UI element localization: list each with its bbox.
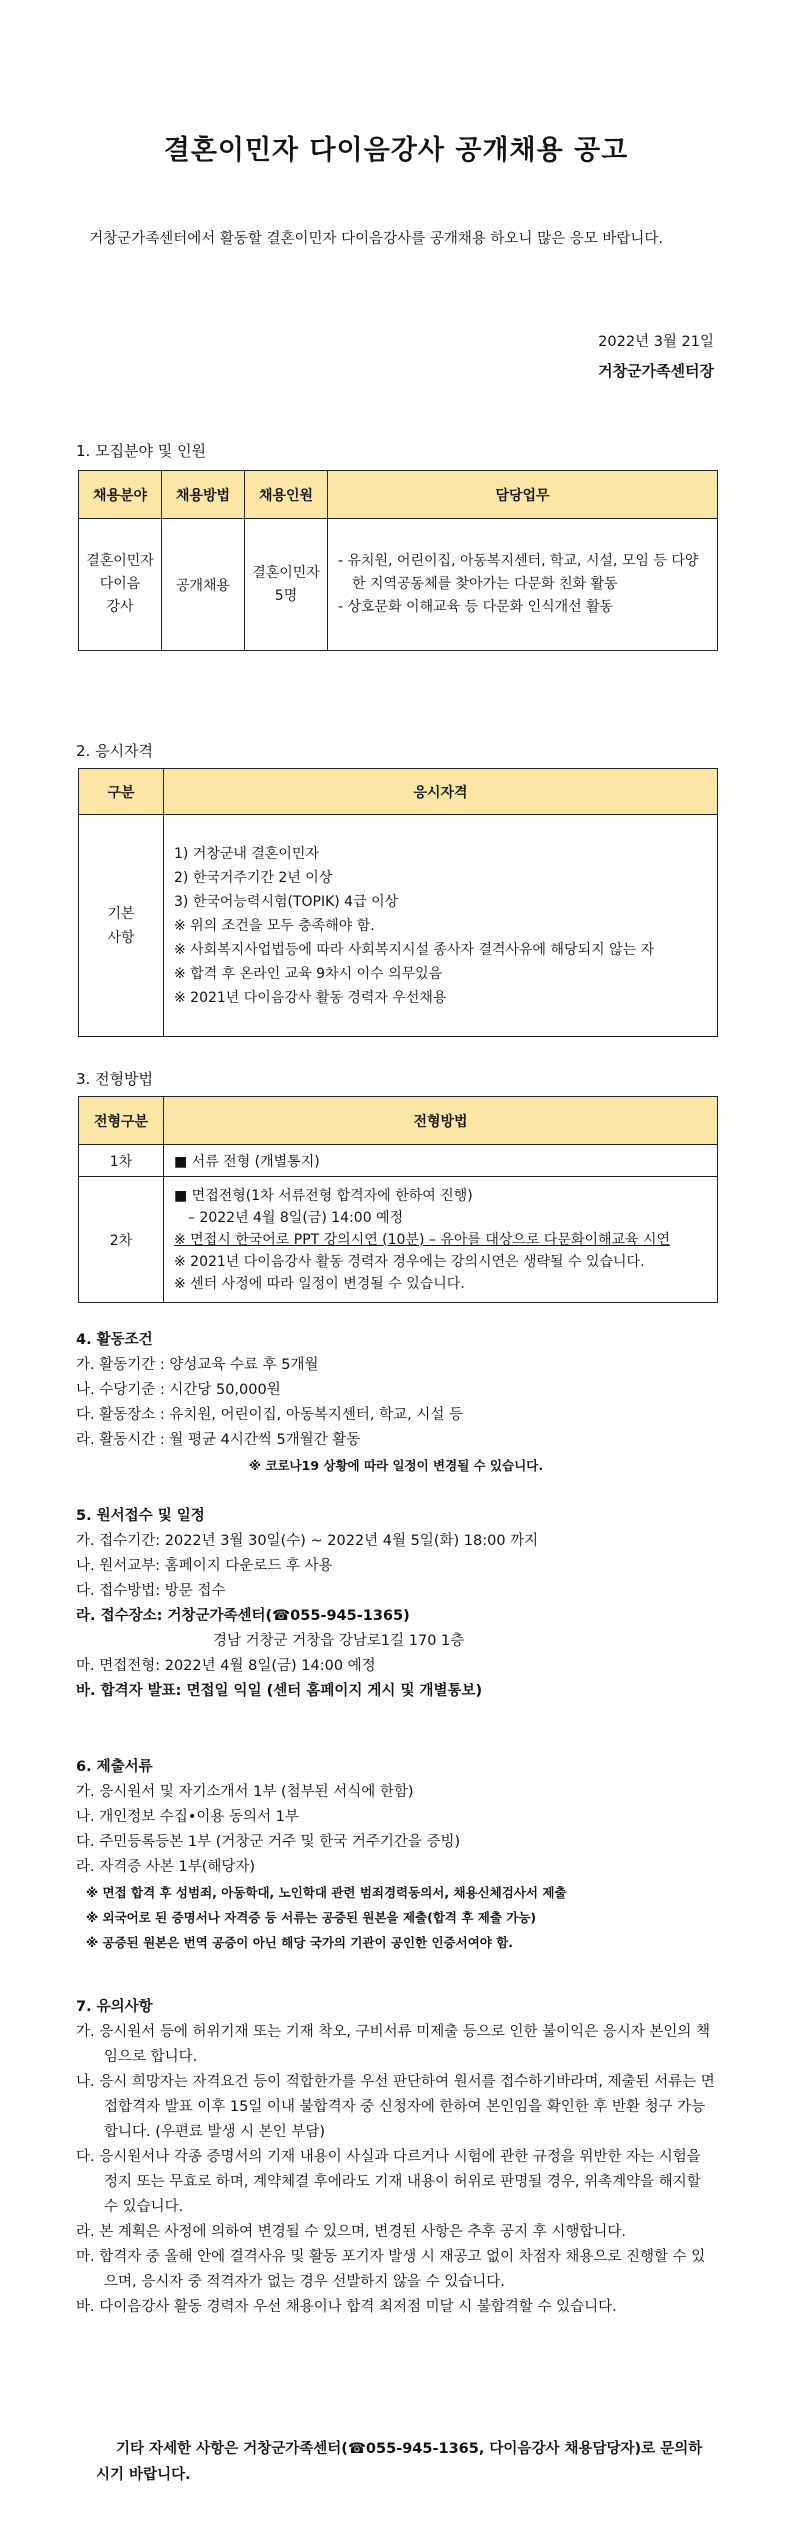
application-place: 라. 접수장소: 거창군가족센터(☎055-945-1365) — [76, 1608, 410, 1624]
selection-table — [78, 1096, 718, 1303]
closing-text: 기타 자세한 사항은 거창군가족센터(☎055-945-1365, 다이음강사 채용담당자)로 문의하시기 바랍니다. — [96, 2441, 703, 2483]
section-7 — [76, 1995, 716, 2320]
section-3-heading: 3. 전형방법 — [76, 1070, 154, 1088]
section-2-heading: 2. 응시자격 — [76, 742, 154, 760]
duties-cell: - 유치원, 어린이집, 아동복지센터, 학교, 시설, 모임 등 다양한 지역공동체를 찾아가는 다문화 친화 활동 - 상호문화 이해교육 등 다문화 인식개선 활동 — [328, 519, 718, 651]
page-title: 결혼이민자 다이음강사 공개채용 공고 — [163, 135, 629, 166]
header-category: 구분 — [79, 769, 164, 815]
section-6 — [76, 1755, 716, 1955]
schedule-item: 나. 원서교부: 홈페이지 다운로드 후 사용 — [76, 1558, 333, 1574]
condition-item: 라. 활동시간 : 월 평균 4시간씩 5개월간 활동 — [76, 1432, 361, 1448]
schedule-item: 가. 접수기간: 2022년 3월 30일(수) ~ 2022년 4월 5일(화) 18:00 까지 — [76, 1533, 539, 1549]
interview-schedule: 마. 면접전형: 2022년 4월 8일(금) 14:00 예정 — [76, 1658, 376, 1674]
stage-1-label: 1차 — [79, 1145, 164, 1177]
intro-text: 거창군가족센터에서 활동할 결혼이민자 다이음강사를 공개채용 하오니 많은 응모 바랍니다. — [89, 231, 663, 247]
header-duties: 담당업무 — [328, 471, 718, 519]
section-1-heading: 1. 모집분야 및 인원 — [76, 442, 207, 460]
document-item: 나. 개인정보 수집•이용 동의서 1부 — [76, 1809, 299, 1825]
header-qualification: 응시자격 — [164, 769, 718, 815]
notice-item: 바. 다이음강사 활동 경력자 우선 채용이나 합격 최저점 미달 시 불합격할 수 있습니다. — [76, 2299, 617, 2315]
document-item: 가. 응시원서 및 자기소개서 1부 (첨부된 서식에 한함) — [76, 1784, 414, 1800]
method-cell: 공개채용 — [162, 519, 245, 651]
document-item: 다. 주민등록등본 1부 (거창군 거주 및 한국 거주기간을 증빙) — [76, 1834, 461, 1850]
basic-label-cell: 기본 사항 — [79, 815, 164, 1037]
qualification-table — [78, 768, 718, 1037]
stage-1-text: ■ 서류 전형 (개별통지) — [164, 1145, 718, 1177]
condition-item: 가. 활동기간 : 양성교육 수료 후 5개월 — [76, 1357, 319, 1373]
document-item: 라. 자격증 사본 1부(해당자) — [76, 1859, 256, 1875]
section-5-heading: 5. 원서접수 및 일정 — [76, 1508, 205, 1524]
notice-item: 마. 합격자 중 올해 안에 결격사유 및 활동 포기자 발생 시 재공고 없이 차점자 채용으로 진행할 수 있으며, 응시자 중 적격자가 없는 경우 선발하지 않을 수 있습니다. — [76, 2249, 706, 2290]
header-selection: 전형방법 — [164, 1097, 718, 1145]
header-stage: 전형구분 — [79, 1097, 164, 1145]
header-method: 채용방법 — [162, 471, 245, 519]
document-note: ※ 면접 합격 후 성범죄, 아동학대, 노인학대 관련 범죄경력동의서, 채용신체검사서 제출 — [86, 1885, 567, 1900]
qualification-list: 1) 거창군내 결혼이민자 2) 한국거주기간 2년 이상 3) 한국어능력시험(TOPIK) 4급 이상 ※ 위의 조건을 모두 충족해야 함. ※ 사회복지사업법등에 따라 사회복지시설 종사자 결격사유에 해당되지 않는 자 ※ 합격 후 온라인 교육 9차시 이수 의무있음 ※ 2021년 다이음강사 활동 경력자 우선채용 — [164, 815, 718, 1037]
issuer-name: 거창군가족센터장 — [598, 362, 714, 380]
section-6-heading: 6. 제출서류 — [76, 1759, 153, 1775]
recruitment-table — [78, 470, 718, 651]
header-field: 채용분야 — [79, 471, 162, 519]
section-4-heading: 4. 활동조건 — [76, 1332, 153, 1348]
document-note: ※ 공증된 원본은 번역 공증이 아닌 해당 국가의 기관이 공인한 인증서여야 함. — [86, 1935, 514, 1950]
notice-item: 가. 응시원서 등에 허위기재 또는 기재 착오, 구비서류 미제출 등으로 인한 불이익은 응시자 본인의 책임으로 합니다. — [76, 2024, 711, 2065]
schedule-item: 다. 접수방법: 방문 접수 — [76, 1583, 226, 1599]
document-note: ※ 외국어로 된 증명서나 자격증 등 서류는 공증된 원본을 제출(합격 후 제출 가능) — [86, 1910, 537, 1925]
covid-note: ※ 코로나19 상황에 따라 일정이 변경될 수 있습니다. — [248, 1458, 544, 1473]
section-7-heading: 7. 유의사항 — [76, 1999, 153, 2015]
application-address: 경남 거창군 거창읍 강남로1길 170 1층 — [213, 1633, 465, 1649]
count-cell: 결혼이민자 5명 — [245, 519, 328, 651]
condition-item: 다. 활동장소 : 유치원, 어린이집, 아동복지센터, 학교, 시설 등 — [76, 1407, 463, 1423]
section-4 — [76, 1328, 716, 1478]
notice-item: 라. 본 계획은 사정에 의하여 변경될 수 있으며, 변경된 사항은 추후 공지 후 시행합니다. — [76, 2224, 626, 2240]
result-announcement: 바. 합격자 발표: 면접일 익일 (센터 홈페이지 게시 및 개별통보) — [76, 1683, 483, 1699]
field-cell: 결혼이민자 다이음 강사 — [79, 519, 162, 651]
notice-item: 다. 응시원서나 각종 증명서의 기재 내용이 사실과 다르거나 시험에 관한 규정을 위반한 자는 시험을 정지 또는 무효로 하며, 계약체결 후에라도 기재 내용이 허위로 판명될 경우, 위촉계약을 해지할 수 있습니다. — [76, 2149, 701, 2215]
notice-item: 나. 응시 희망자는 자격요건 등이 적합한가를 우선 판단하여 원서를 접수하기바라며, 제출된 서류는 면접합격자 발표 이후 15일 이내 불합격자 중 신청자에 한하여 본인임을 확인한 후 반환 청구 가능합니다. (우편료 발생 시 본인 부담) — [76, 2074, 715, 2140]
header-count: 채용인원 — [245, 471, 328, 519]
condition-item: 나. 수당기준 : 시간당 50,000원 — [76, 1382, 281, 1398]
stage-2-text: ■ 면접전형(1차 서류전형 합격자에 한하여 진행) – 2022년 4월 8일(금) 14:00 예정 ※ 면접시 한국어로 PPT 강의시연 (10분) – 유아를 대상으로 다문화이해교육 시연 ※ 2021년 다이음강사 활동 경력자 경우에는 강의시연은 생략될 수 있습니다. ※ 센터 사정에 따라 일정이 변경될 수 있습니다. — [164, 1177, 718, 1303]
section-5 — [76, 1504, 716, 1704]
stage-2-label: 2차 — [79, 1177, 164, 1303]
notice-date: 2022년 3월 21일 — [598, 334, 714, 350]
